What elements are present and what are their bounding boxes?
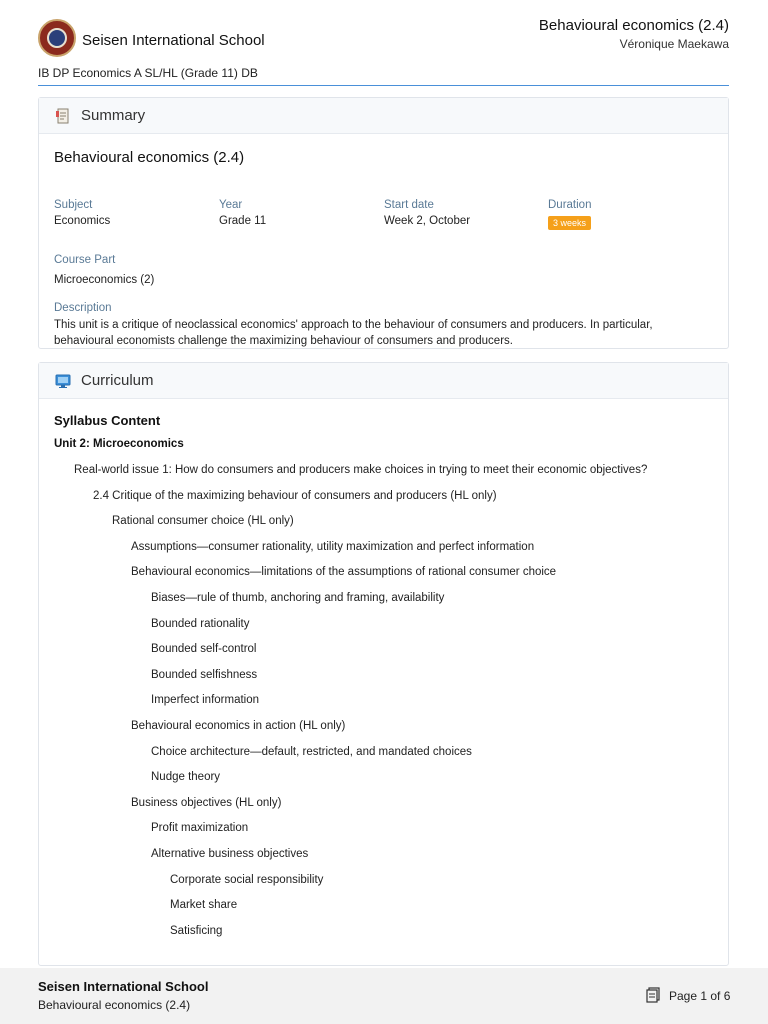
syllabus-unit: Unit 2: Microeconomics (54, 438, 184, 450)
syllabus-item: Rational consumer choice (HL only) (112, 515, 294, 528)
course-part-label: Course Part (54, 254, 116, 266)
document-icon (55, 108, 71, 124)
syllabus-item: Business objectives (HL only) (131, 796, 282, 809)
summary-title: Summary (81, 107, 146, 124)
curriculum-header (39, 363, 728, 399)
syllabus-item: Real-world issue 1: How do consumers and producers make choices in trying to meet their economic objectives? (74, 464, 648, 476)
syllabus-item: Behavioural economics in action (HL only) (131, 719, 346, 732)
syllabus-item: Biases—rule of thumb, anchoring and framing, availability (151, 591, 445, 604)
syllabus-item: Assumptions—consumer rationality, utility maximization and perfect information (131, 540, 535, 553)
summary-card (38, 97, 729, 349)
syllabus-item: Bounded self-control (151, 643, 257, 656)
footer-unit-title: Behavioural economics (2.4) (38, 998, 191, 1012)
curriculum-title: Curriculum (81, 372, 154, 389)
page-number: Page 1 of 6 (669, 989, 731, 1003)
page-header (38, 16, 729, 86)
document-title: Behavioural economics (2.4) (538, 17, 729, 34)
page-footer (0, 968, 768, 1024)
syllabus-item: 2.4 Critique of the maximizing behaviour of consumers and producers (HL only) (93, 489, 497, 502)
syllabus-item: Imperfect information (151, 694, 260, 707)
school-logo (38, 19, 76, 57)
duration-badge: 3 weeks (548, 216, 591, 230)
subject-label: Subject (54, 199, 93, 211)
syllabus-item: Bounded selfishness (151, 668, 258, 681)
syllabus-item: Alternative business objectives (151, 847, 309, 860)
syllabus-item: Bounded rationality (151, 617, 250, 630)
syllabus-item: Satisficing (170, 924, 223, 937)
duration-label: Duration (548, 199, 592, 211)
syllabus-heading: Syllabus Content (54, 413, 161, 428)
syllabus-item: Profit maximization (151, 822, 249, 835)
syllabus-list (54, 463, 718, 949)
syllabus-item: Behavioural economics—limitations of the assumptions of rational consumer choice (131, 566, 557, 579)
summary-header (39, 98, 728, 134)
syllabus-item: Market share (170, 899, 238, 912)
start-date-label: Start date (384, 199, 434, 211)
start-date-value: Week 2, October (384, 215, 471, 227)
document-author: Véronique Maekawa (619, 37, 729, 51)
syllabus-item: Corporate social responsibility (170, 873, 324, 886)
syllabus-item: Nudge theory (151, 771, 221, 784)
school-name: Seisen International School (82, 32, 265, 49)
year-value: Grade 11 (219, 215, 267, 227)
year-label: Year (219, 199, 243, 211)
monitor-icon (55, 373, 71, 389)
subject-value: Economics (54, 215, 111, 227)
course-part-value: Microeconomics (2) (54, 274, 155, 286)
curriculum-card (38, 362, 729, 966)
footer-school-name: Seisen International School (38, 979, 209, 994)
syllabus-item: Choice architecture—default, restricted, and mandated choices (151, 745, 472, 758)
unit-title: Behavioural economics (2.4) (54, 149, 245, 166)
description-text: This unit is a critique of neoclassical economics' approach to the behaviour of consumers and producers. In particular, behavioural economists challenge the maximizing behaviour of consumers and producers. (54, 319, 653, 347)
description-label: Description (54, 302, 112, 314)
program-name: IB DP Economics A SL/HL (Grade 11) DB (38, 66, 258, 80)
pages-icon (645, 987, 661, 1003)
